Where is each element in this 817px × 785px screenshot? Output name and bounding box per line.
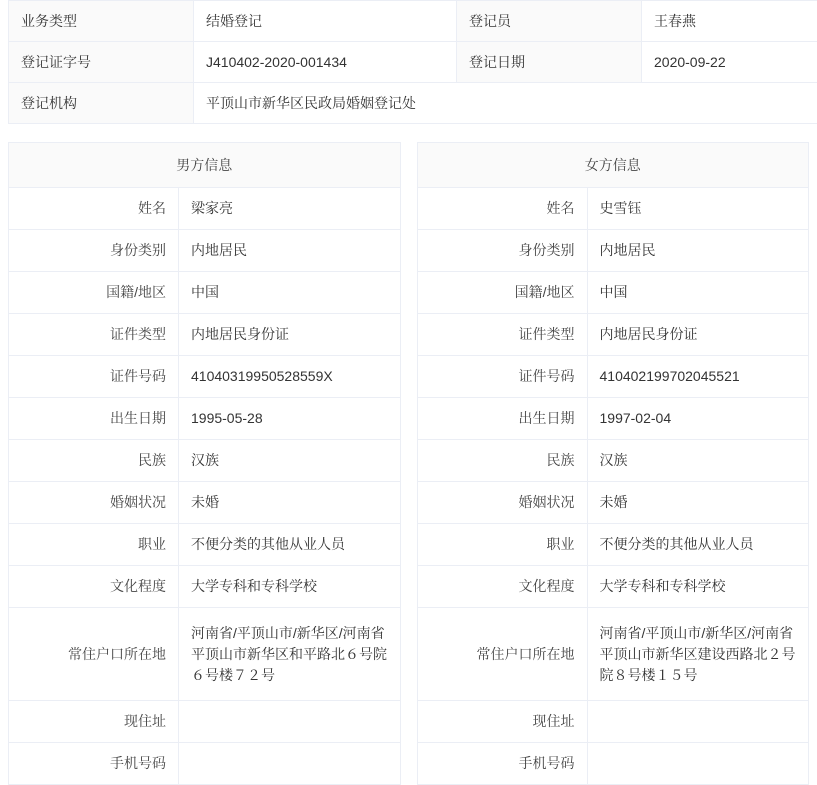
female-id-type-label: 证件类型 <box>418 314 588 356</box>
male-current-address-value <box>179 701 400 743</box>
business-type-label: 业务类型 <box>9 1 194 42</box>
female-identity-type-value: 内地居民 <box>587 230 808 272</box>
female-education-label: 文化程度 <box>418 566 588 608</box>
female-info-table <box>418 188 809 785</box>
table-row <box>9 314 400 356</box>
table-row <box>418 524 809 566</box>
female-birth-date-label: 出生日期 <box>418 398 588 440</box>
female-nationality-value: 中国 <box>587 272 808 314</box>
table-row <box>9 272 400 314</box>
female-name-value: 史雪钰 <box>587 188 808 230</box>
certificate-number-label: 登记证字号 <box>9 42 194 83</box>
female-phone-value <box>587 743 808 785</box>
table-row <box>418 743 809 785</box>
female-residence-value: 河南省/平顶山市/新华区/河南省平顶山市新华区建设西路北２号院８号楼１５号 <box>587 608 808 701</box>
female-id-number-label: 证件号码 <box>418 356 588 398</box>
female-ethnicity-label: 民族 <box>418 440 588 482</box>
table-row <box>418 701 809 743</box>
male-name-label: 姓名 <box>9 188 179 230</box>
table-row <box>9 701 400 743</box>
male-ethnicity-value: 汉族 <box>179 440 400 482</box>
female-marital-status-value: 未婚 <box>587 482 808 524</box>
table-row <box>418 608 809 701</box>
male-phone-value <box>179 743 400 785</box>
table-row <box>9 482 400 524</box>
male-ethnicity-label: 民族 <box>9 440 179 482</box>
male-info-table-body <box>9 188 400 785</box>
agency-value: 平顶山市新华区民政局婚姻登记处 <box>194 83 817 124</box>
table-row <box>9 398 400 440</box>
registrar-label: 登记员 <box>457 1 642 42</box>
table-row <box>418 398 809 440</box>
registration-date-value: 2020-09-22 <box>642 42 817 83</box>
female-birth-date-value: 1997-02-04 <box>587 398 808 440</box>
male-birth-date-value: 1995-05-28 <box>179 398 400 440</box>
female-id-number-value: 410402199702045521 <box>587 356 808 398</box>
table-row <box>9 608 400 701</box>
table-row <box>9 566 400 608</box>
table-row <box>9 1 817 42</box>
male-education-value: 大学专科和专科学校 <box>179 566 400 608</box>
certificate-number-value: J410402-2020-001434 <box>194 42 457 83</box>
table-row <box>9 42 817 83</box>
female-occupation-label: 职业 <box>418 524 588 566</box>
male-residence-value: 河南省/平顶山市/新华区/河南省平顶山市新华区和平路北６号院６号楼７２号 <box>179 608 400 701</box>
male-id-number-label: 证件号码 <box>9 356 179 398</box>
table-row <box>9 83 817 124</box>
female-name-label: 姓名 <box>418 188 588 230</box>
registration-date-label: 登记日期 <box>457 42 642 83</box>
male-id-type-label: 证件类型 <box>9 314 179 356</box>
male-id-type-value: 内地居民身份证 <box>179 314 400 356</box>
female-current-address-value <box>587 701 808 743</box>
summary-table-body <box>9 1 817 124</box>
male-residence-label: 常住户口所在地 <box>9 608 179 701</box>
table-row <box>418 314 809 356</box>
female-marital-status-label: 婚姻状况 <box>418 482 588 524</box>
male-education-label: 文化程度 <box>9 566 179 608</box>
male-info-panel <box>8 142 401 785</box>
female-occupation-value: 不便分类的其他从业人员 <box>587 524 808 566</box>
table-row <box>9 188 400 230</box>
male-phone-label: 手机号码 <box>9 743 179 785</box>
male-occupation-value: 不便分类的其他从业人员 <box>179 524 400 566</box>
table-row <box>9 356 400 398</box>
female-id-type-value: 内地居民身份证 <box>587 314 808 356</box>
male-identity-type-label: 身份类别 <box>9 230 179 272</box>
female-panel-title: 女方信息 <box>418 143 809 188</box>
table-row <box>418 566 809 608</box>
female-current-address-label: 现住址 <box>418 701 588 743</box>
table-row <box>418 230 809 272</box>
table-row <box>9 524 400 566</box>
male-nationality-label: 国籍/地区 <box>9 272 179 314</box>
male-name-value: 梁家亮 <box>179 188 400 230</box>
agency-label: 登记机构 <box>9 83 194 124</box>
summary-table <box>8 0 817 124</box>
table-row <box>418 440 809 482</box>
female-identity-type-label: 身份类别 <box>418 230 588 272</box>
male-identity-type-value: 内地居民 <box>179 230 400 272</box>
table-row <box>9 743 400 785</box>
male-marital-status-value: 未婚 <box>179 482 400 524</box>
male-panel-title: 男方信息 <box>9 143 400 188</box>
male-occupation-label: 职业 <box>9 524 179 566</box>
registrar-value: 王春燕 <box>642 1 817 42</box>
female-nationality-label: 国籍/地区 <box>418 272 588 314</box>
male-nationality-value: 中国 <box>179 272 400 314</box>
male-marital-status-label: 婚姻状况 <box>9 482 179 524</box>
table-row <box>418 272 809 314</box>
female-ethnicity-value: 汉族 <box>587 440 808 482</box>
table-row <box>418 188 809 230</box>
male-current-address-label: 现住址 <box>9 701 179 743</box>
female-info-panel <box>417 142 810 785</box>
male-birth-date-label: 出生日期 <box>9 398 179 440</box>
table-row <box>9 440 400 482</box>
female-residence-label: 常住户口所在地 <box>418 608 588 701</box>
female-phone-label: 手机号码 <box>418 743 588 785</box>
table-row <box>418 356 809 398</box>
table-row <box>9 230 400 272</box>
female-info-table-body <box>418 188 809 785</box>
female-education-value: 大学专科和专科学校 <box>587 566 808 608</box>
table-row <box>418 482 809 524</box>
business-type-value: 结婚登记 <box>194 1 457 42</box>
person-panels <box>8 142 809 785</box>
male-id-number-value: 41040319950528559X <box>179 356 400 398</box>
male-info-table <box>9 188 400 785</box>
